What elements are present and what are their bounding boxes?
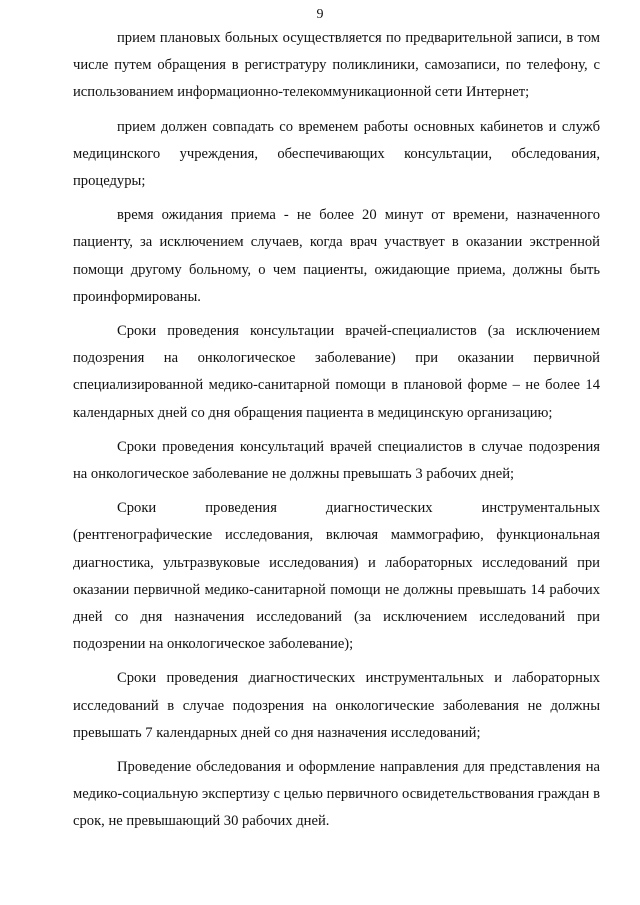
paragraph-working-hours: прием должен совпадать со временем работы основных кабинетов и служб медицинского учреждения, обеспечивающих консультации, обследования, процедуры; — [73, 118, 600, 190]
paragraph-medical-social-expertise: Проведение обследования и оформление направления для представления на медико-социальную экспертизу с целью первичного освидетельствования граждан в срок, не превышающий 30 рабочих дней. — [73, 759, 600, 830]
document-body — [73, 25, 600, 836]
paragraph-waiting-time: время ожидания приема - не более 20 минут от времени, назначенного пациенту, за исключением случаев, когда врач участвует в оказании экстренной помощи другому больному, о чем пациенты, ожидающие приема, должны быть проинформированы. — [73, 207, 600, 305]
paragraph-specialist-consultation: Сроки проведения консультации врачей-специалистов (за исключением подозрения на онкологическое заболевание) при оказании первичной специализированной медико-санитарной помощи в плановой форме – не более 14 календарных дней со дня обращения пациента в медицинскую организацию; — [73, 323, 600, 421]
paragraph-diagnostic-studies: Сроки проведения диагностических инструментальных (рентгенографические исследования, включая маммографию, функциональная диагностика, ультразвуковые исследования) и лабораторных исследований при оказании первичной медико-санитарной помощи не должны превышать 14 рабочих дней со дня назначения исследований (за исключением исследований при подозрении на онкологическое заболевание); — [73, 500, 600, 653]
paragraph-oncology-consultation: Сроки проведения консультаций врачей специалистов в случае подозрения на онкологическое заболевание не должны превышать 3 рабочих дней; — [73, 438, 600, 483]
paragraph-scheduling: прием плановых больных осуществляется по предварительной записи, в том числе путем обращения в регистратуру поликлиники, самозаписи, по телефону, с использованием информационно-телекоммуникационной сети Интернет; — [73, 30, 600, 101]
paragraph-oncology-diagnostics: Сроки проведения диагностических инструментальных и лабораторных исследований в случае подозрения на онкологические заболевания не должны превышать 7 календарных дней со дня назначения исследований; — [73, 670, 600, 741]
page-number: 9 — [316, 7, 324, 22]
